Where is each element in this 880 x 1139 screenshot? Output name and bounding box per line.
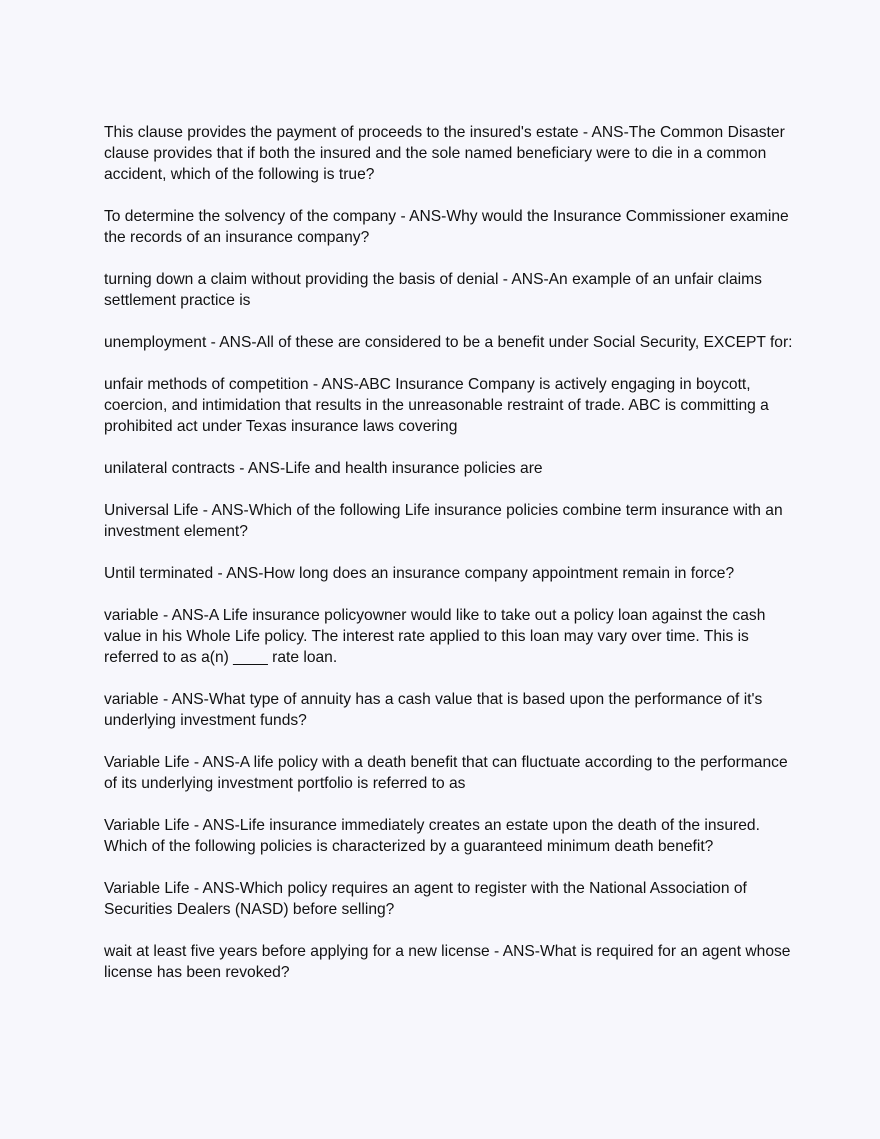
- qa-entry: To determine the solvency of the company - ANS-Why would the Insurance Commissioner examine the records of an insurance company?: [104, 208, 789, 246]
- qa-entry: unilateral contracts - ANS-Life and health insurance policies are: [104, 460, 543, 477]
- qa-entry: Variable Life - ANS-Which policy requires an agent to register with the National Association of Securities Dealers (NASD) before selling?: [104, 880, 747, 918]
- qa-entry: Variable Life - ANS-A life policy with a death benefit that can fluctuate according to the performance of its underlying investment portfolio is referred to as: [104, 754, 788, 792]
- qa-entry: variable - ANS-What type of annuity has a cash value that is based upon the performance of it's underlying investment funds?: [104, 691, 763, 729]
- qa-entry: unfair methods of competition - ANS-ABC Insurance Company is actively engaging in boycott, coercion, and intimidation that results in the unreasonable restraint of trade. ABC is committing a prohibited act under Texas insurance laws covering: [104, 376, 769, 435]
- qa-entry: variable - ANS-A Life insurance policyowner would like to take out a policy loan against the cash value in his Whole Life policy. The interest rate applied to this loan may vary over time. This is referred to as a(n) ____ rate loan.: [104, 607, 766, 666]
- qa-entry: Universal Life - ANS-Which of the following Life insurance policies combine term insurance with an investment element?: [104, 502, 783, 540]
- qa-entry: wait at least five years before applying for a new license - ANS-What is required for an agent whose license has been revoked?: [104, 943, 791, 981]
- qa-entry: Variable Life - ANS-Life insurance immediately creates an estate upon the death of the insured. Which of the following policies is characterized by a guaranteed minimum death benefit?: [104, 817, 760, 855]
- qa-entry: unemployment - ANS-All of these are considered to be a benefit under Social Security, EXCEPT for:: [104, 334, 793, 351]
- qa-entry: This clause provides the payment of proceeds to the insured's estate - ANS-The Common Disaster clause provides that if both the insured and the sole named beneficiary were to die in a common accident, which of the following is true?: [104, 124, 785, 183]
- qa-entry: Until terminated - ANS-How long does an insurance company appointment remain in force?: [104, 565, 735, 582]
- document-page: [104, 122, 794, 1004]
- qa-entry: turning down a claim without providing the basis of denial - ANS-An example of an unfair claims settlement practice is: [104, 271, 762, 309]
